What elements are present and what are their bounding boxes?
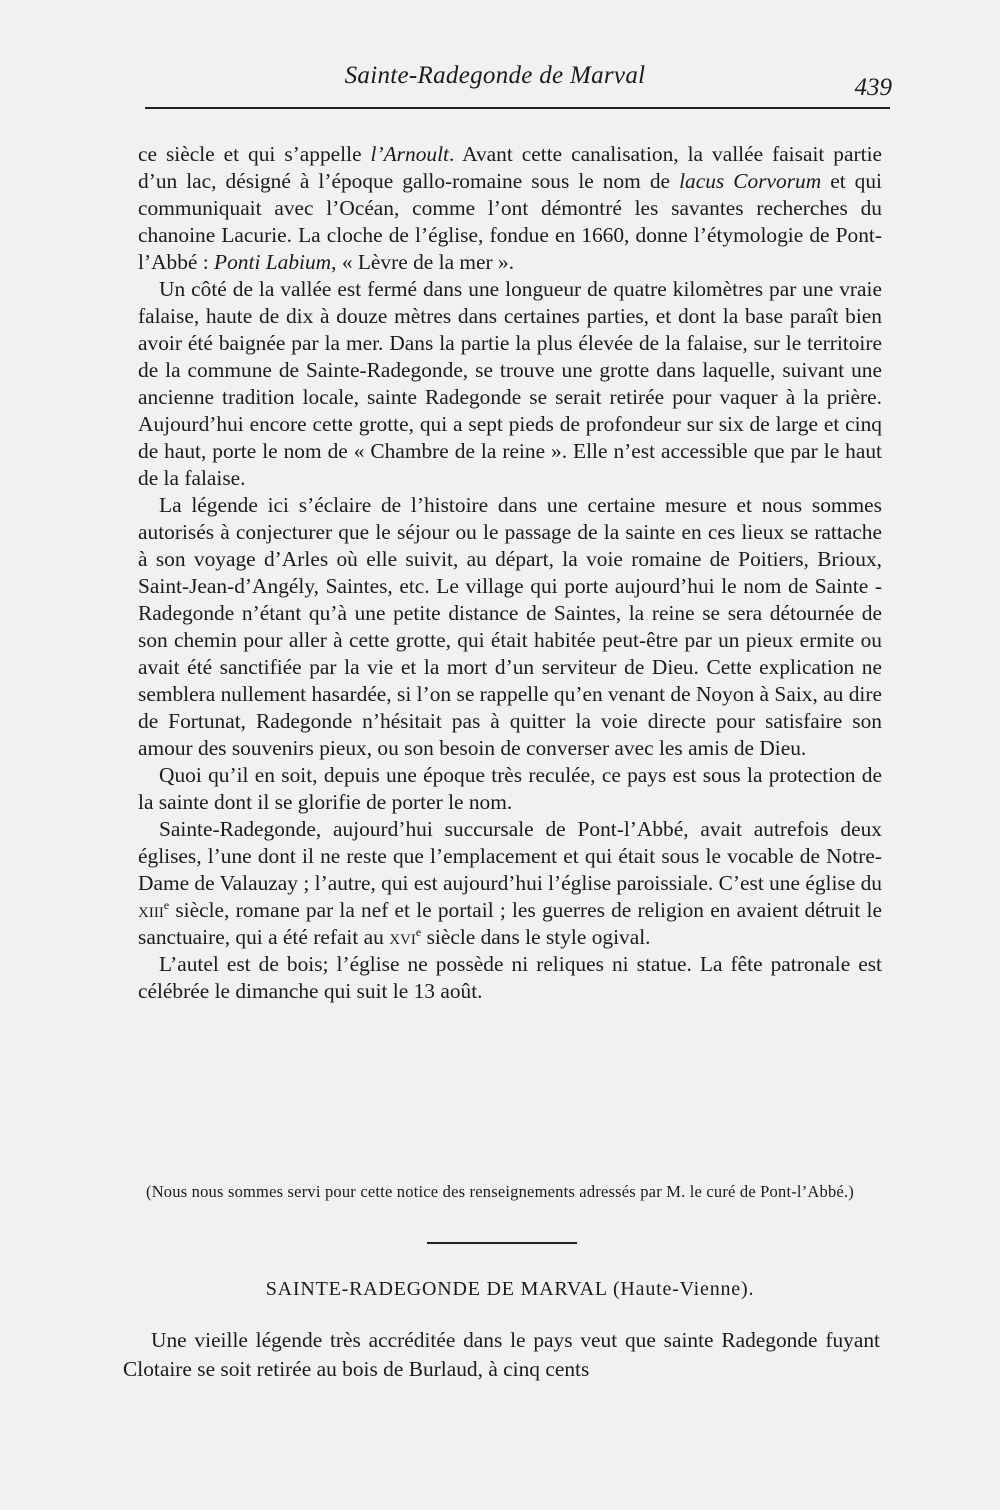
text-run: siècle dans le style ogival. (421, 925, 651, 949)
paragraph-4: Quoi qu’il en soit, depuis une époque très reculée, ce pays est sous la protection de la sainte dont il se glorifie de porter le nom. (138, 763, 882, 814)
section-text (123, 1326, 880, 1384)
section-heading: SAINTE-RADEGONDE DE MARVAL (Haute-Vienne). (265, 1278, 755, 1300)
ordinal-suffix: e (163, 897, 170, 912)
italic-term: lacus Corvorum (679, 169, 822, 193)
text-run: Sainte-Radegonde, aujourd’hui succursale de Pont-l’Abbé, avait autrefois deux églises, l’une dont il ne reste que l’emplacement et qui était sous le vocable de Notre-Dame de Valauzay ; l’autre, qui est aujourd’hui l’église paroissiale. C’est une église du (138, 817, 882, 895)
running-head (0, 62, 1000, 102)
paragraph-2: Un côté de la vallée est fermé dans une longueur de quatre kilomètres par une vraie falaise, haute de dix à douze mètres dans certaines parties, et dont la base paraît bien avoir été baignée par la mer. Dans la partie la plus élevée de la falaise, sur le territoire de la commune de Sainte-Radegonde, se trouve une grotte dans laquelle, suivant une ancienne tradition locale, sainte Radegonde se serait retirée pour vaquer à la prière. Aujourd’hui encore cette grotte, qui a sept pieds de profondeur sur six de large et cinq de haut, porte le nom de « Chambre de la reine ». Elle n’est accessible que par le haut de la falaise. (138, 277, 882, 490)
footnote-text: (Nous nous sommes servi pour cette notice des renseignements adressés par M. le curé de Pont-l’Abbé.) (146, 1182, 854, 1201)
paragraph-1 (138, 141, 882, 276)
paragraph-6: L’autel est de bois; l’église ne possède ni reliques ni statue. La fête patronale est célébrée le dimanche qui suit le 13 août. (138, 952, 882, 1003)
text-run: . Avant cette canalisation, la vallée faisait partie d’un lac, désigné à l’époque gallo-romaine sous le nom de (138, 142, 882, 193)
main-text (138, 141, 882, 1005)
section-divider (427, 1242, 577, 1244)
text-run: siècle, romane par la nef et le portail ; les guerres de religion en avaient détruit le sanctuaire, qui a été refait au (138, 898, 882, 949)
ordinal-suffix: e (415, 924, 422, 939)
page-number: 439 (854, 74, 892, 101)
paragraph-5 (138, 816, 882, 951)
footnote (138, 1181, 876, 1203)
century-numeral: xvi (389, 925, 416, 949)
century-numeral: xiii (138, 898, 164, 922)
running-title: Sainte-Radegonde de Marval (344, 62, 646, 89)
paragraph-3: La légende ici s’éclaire de l’histoire dans une certaine mesure et nous sommes autorisés à conjecturer que le séjour ou le passage de la sainte en ces lieux se rattache à son voyage d’Arles où elle suivit, au départ, la voie romaine de Poitiers, Brioux, Saint-Jean-d’Angély, Saintes, etc. Le village qui porte aujourd’hui le nom de Sainte - Radegonde n’étant qu’à une petite distance de Saintes, la reine se sera détournée de son chemin pour aller à cette grotte, qui était habitée peut-être par un pieux ermite ou avait été sanctifiée par la vie et la mort d’un serviteur de Dieu. Cette explication ne semblera nullement hasardée, si l’on se rappelle qu’en venant de Noyon à Saix, au dire de Fortunat, Radegonde n’hésitait pas à quitter la voie directe pour satisfaire son amour des souvenirs pieux, ou son besoin de converser avec les amis de Dieu. (138, 493, 882, 760)
italic-term: l’Arnoult (370, 142, 449, 166)
text-run: et qui communiquait avec l’Océan, comme l’ont démontré les savantes recherches du chanoine Lacurie. La cloche de l’église, fondue en 1660, donne l’étymologie de Pont-l’Abbé : (138, 169, 883, 274)
header-rule (145, 107, 890, 109)
text-run: ce siècle et qui s’appelle (138, 142, 371, 166)
italic-term: Ponti Labium (214, 250, 332, 274)
section-paragraph: Une vieille légende très accréditée dans le pays veut que sainte Radegonde fuyant Clotaire se soit retirée au bois de Burlaud, à cinq cents (123, 1328, 880, 1381)
text-run: , « Lèvre de la mer ». (331, 250, 515, 274)
